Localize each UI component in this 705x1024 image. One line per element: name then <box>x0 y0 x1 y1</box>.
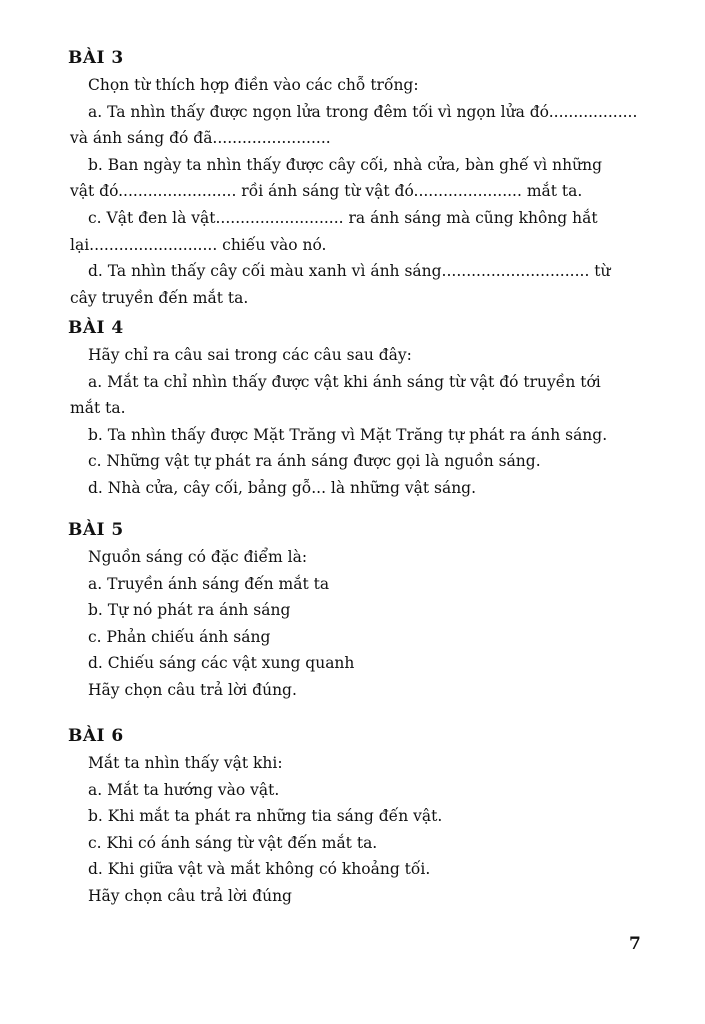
exercise-6-option-a: a. Mắt ta hướng vào vật. <box>88 780 280 799</box>
exercise-3-line-a1: a. Ta nhìn thấy được ngọn lửa trong đêm tối vì ngọn lửa đó.................. <box>88 102 638 121</box>
exercise-6-option-c: c. Khi có ánh sáng từ vật đến mắt ta. <box>88 833 378 852</box>
page-number: 7 <box>629 934 641 954</box>
exercise-3-line-d2: cây truyền đến mắt ta. <box>70 288 249 307</box>
exercise-4-line-b: b. Ta nhìn thấy được Mặt Trăng vì Mặt Trăng tự phát ra ánh sáng. <box>88 425 608 444</box>
exercise-4-line-c: c. Những vật tự phát ra ánh sáng được gọi là nguồn sáng. <box>88 452 541 471</box>
exercise-5 <box>70 516 670 704</box>
exercise-3-line-b1: b. Ban ngày ta nhìn thấy được cây cối, nhà cửa, bàn ghế vì những <box>88 155 603 174</box>
exercise-3-line-c2: lại.......................... chiếu vào nó. <box>70 235 327 254</box>
exercise-6-option-b: b. Khi mắt ta phát ra những tia sáng đến vật. <box>88 807 443 826</box>
exercise-6-instruction: Mắt ta nhìn thấy vật khi: <box>88 754 283 772</box>
exercise-3-instruction: Chọn từ thích hợp điền vào các chỗ trống: <box>88 76 419 94</box>
exercise-4-heading: BÀI 4 <box>68 318 124 338</box>
exercise-6-prompt: Hãy chọn câu trả lời đúng <box>88 886 292 905</box>
exercise-4-instruction: Hãy chỉ ra câu sai trong các câu sau đây: <box>88 346 412 364</box>
exercise-5-prompt: Hãy chọn câu trả lời đúng. <box>88 680 297 699</box>
exercise-4-line-d: d. Nhà cửa, cây cối, bảng gỗ... là những vật sáng. <box>88 478 477 497</box>
exercise-3-line-c1: c. Vật đen là vật.......................... ra ánh sáng mà cũng không hắt <box>88 208 598 227</box>
exercise-6 <box>70 722 670 910</box>
exercise-3-line-a2: và ánh sáng đó đã........................ <box>70 129 331 148</box>
exercise-4-line-a1: a. Mắt ta chỉ nhìn thấy được vật khi ánh sáng từ vật đó truyền tới <box>88 372 601 391</box>
exercise-4-line-a2: mắt ta. <box>70 399 126 418</box>
exercise-3-line-d1: d. Ta nhìn thấy cây cối màu xanh vì ánh sáng.............................. từ <box>88 262 611 281</box>
exercise-5-option-d: d. Chiếu sáng các vật xung quanh <box>88 654 355 673</box>
exercise-5-option-b: b. Tự nó phát ra ánh sáng <box>88 601 291 620</box>
exercise-6-option-d: d. Khi giữa vật và mắt không có khoảng tối. <box>88 860 431 879</box>
exercise-3-heading: BÀI 3 <box>68 48 124 68</box>
exercise-3-line-b2: vật đó........................ rồi ánh sáng từ vật đó...................... mắt ta. <box>70 182 583 201</box>
exercise-5-option-c: c. Phản chiếu ánh sáng <box>88 627 271 646</box>
exercise-6-heading: BÀI 6 <box>68 726 124 746</box>
exercise-4 <box>70 314 670 502</box>
exercise-3 <box>70 44 670 311</box>
exercise-5-option-a: a. Truyền ánh sáng đến mắt ta <box>88 574 330 593</box>
exercise-5-instruction: Nguồn sáng có đặc điểm là: <box>88 548 308 566</box>
exercise-5-heading: BÀI 5 <box>68 520 124 540</box>
